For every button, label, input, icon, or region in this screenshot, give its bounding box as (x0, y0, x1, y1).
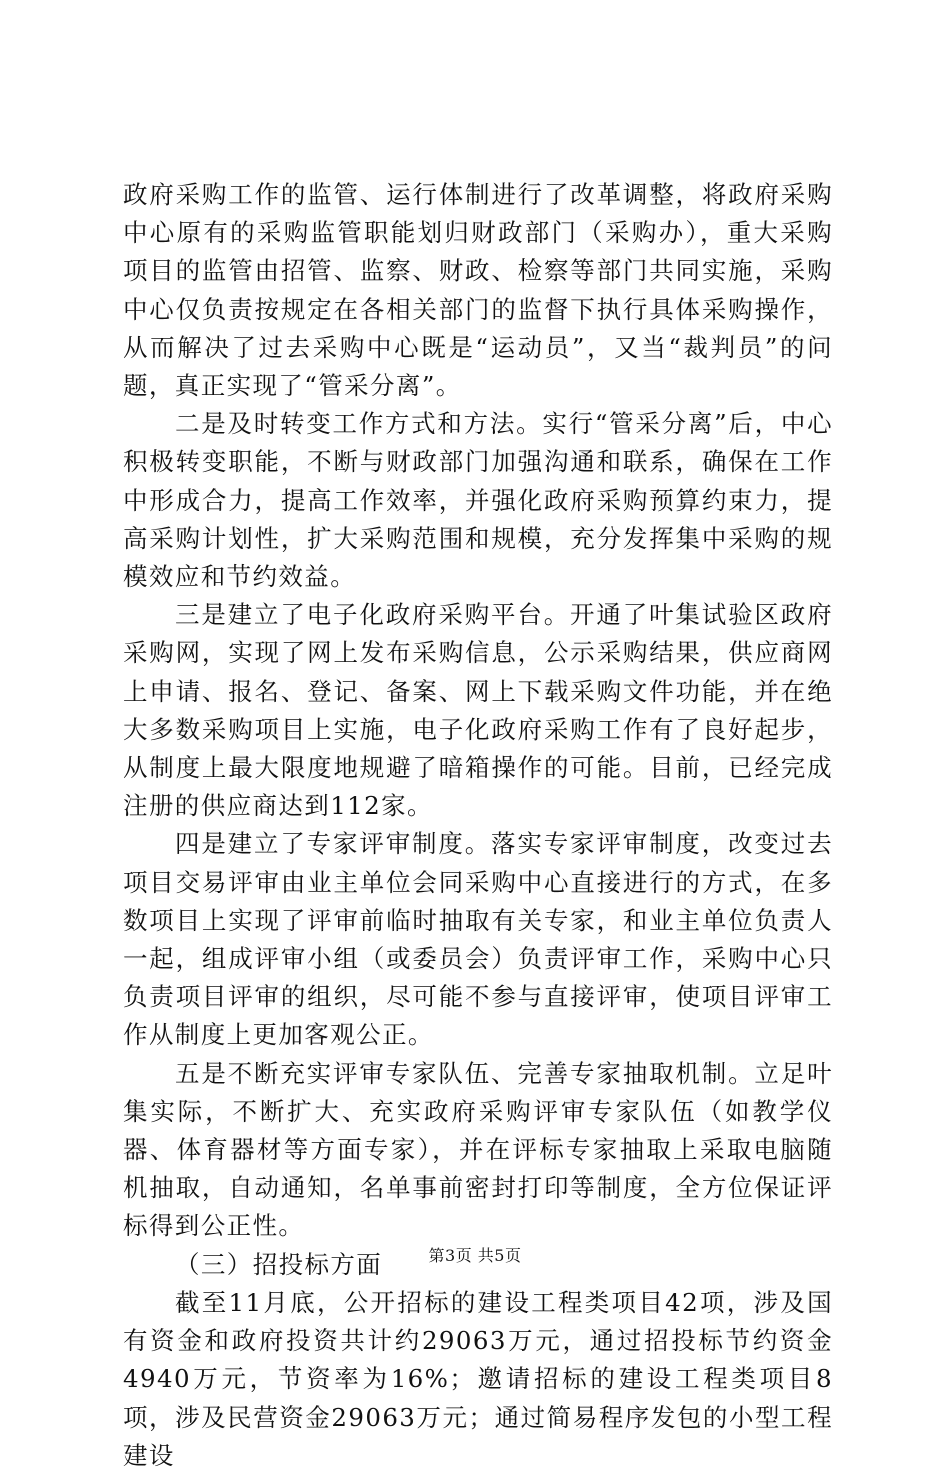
paragraph-continuation: 政府采购工作的监管、运行体制进行了改革调整，将政府采购中心原有的采购监管职能划归财政部门（采购办），重大采购项目的监管由招管、监察、财政、检察等部门共同实施，采购中心仅负责按规定在各相关部门的监督下执行具体采购操作，从而解决了过去采购中心既是“运动员”，又当“裁判员”的问题，真正实现了“管采分离”。 (123, 180, 833, 401)
paragraph-expert-team: 五是不断充实评审专家队伍、完善专家抽取机制。立足叶集实际，不断扩大、充实政府采购评审专家队伍（如教学仪器、体育器材等方面专家），并在评标专家抽取上采取电脑随机抽取，自动通知，名单事前密封打印等制度，全方位保证评标得到公正性。 (123, 1058, 833, 1241)
document-body (123, 176, 833, 1475)
page-footer: 第3页 共5页 (428, 1246, 522, 1265)
paragraph-e-procurement: 三是建立了电子化政府采购平台。开通了叶集试验区政府采购网，实现了网上发布采购信息，公示采购结果，供应商网上申请、报名、登记、备案、网上下载采购文件功能，并在绝大多数采购项目上实施，电子化政府采购工作有了良好起步，从制度上最大限度地规避了暗箱操作的可能。目前，已经完成注册的供应商达到112家。 (123, 600, 833, 821)
section-heading-bidding: （三）招投标方面 (175, 1249, 383, 1279)
paragraph-bidding-stats: 截至11月底，公开招标的建设工程类项目42项，涉及国有资金和政府投资共计约29063万元，通过招投标节约资金4940万元，节资率为16%；邀请招标的建设工程类项目8项，涉及民营资金29063万元；通过简易程序发包的小型工程建设 (123, 1287, 833, 1470)
paragraph-work-method: 二是及时转变工作方式和方法。实行“管采分离”后，中心积极转变职能，不断与财政部门加强沟通和联系，确保在工作中形成合力，提高工作效率，并强化政府采购预算约束力，提高采购计划性，扩大采购范围和规模，充分发挥集中采购的规模效应和节约效益。 (123, 409, 833, 592)
paragraph-expert-review: 四是建立了专家评审制度。落实专家评审制度，改变过去项目交易评审由业主单位会同采购中心直接进行的方式，在多数项目上实现了评审前临时抽取有关专家，和业主单位负责人一起，组成评审小组（或委员会）负责评审工作，采购中心只负责项目评审的组织，尽可能不参与直接评审，使项目评审工作从制度上更加客观公正。 (123, 829, 833, 1050)
